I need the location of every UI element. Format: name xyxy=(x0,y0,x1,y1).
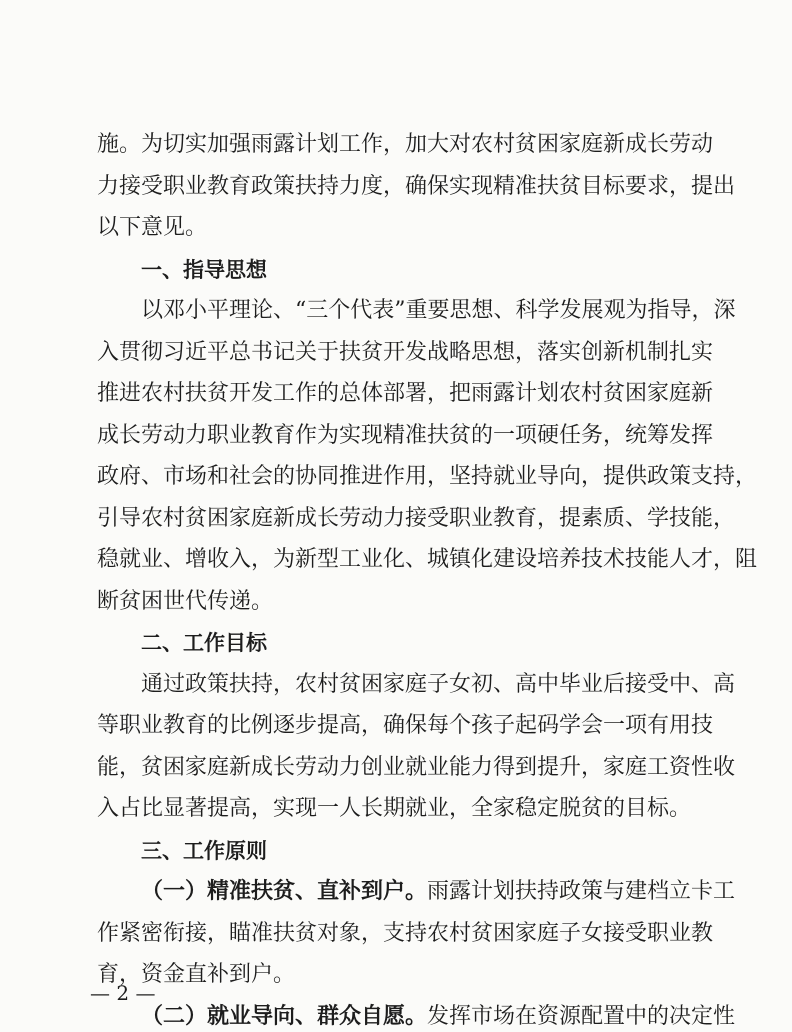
text-line: 政府、市场和社会的协同推进作用，坚持就业导向，提供政策支持， xyxy=(97,464,758,489)
text-line: 以下意见。 xyxy=(97,215,208,240)
principle-text: 发挥市场在资源配置中的决定性 xyxy=(427,1004,736,1029)
principle-line xyxy=(141,1002,736,1032)
text-line: 引导农村贫困家庭新成长劳动力接受职业教育，提素质、学技能， xyxy=(97,506,736,531)
section-heading: 二、工作目标 xyxy=(141,631,267,655)
text-line: 稳就业、增收入，为新型工业化、城镇化建设培养技术技能人才，阻 xyxy=(97,547,758,572)
text-line: 等职业教育的比例逐步提高，确保每个孩子起码学会一项有用技 xyxy=(97,713,714,738)
principle-line xyxy=(141,877,736,907)
section-heading: 三、工作原则 xyxy=(141,839,267,863)
text-line: 育，资金直补到户。 xyxy=(97,962,296,987)
text-line: 断贫困世代传递。 xyxy=(97,589,274,614)
text-line: 施。为切实加强雨露计划工作，加大对农村贫困家庭新成长劳动 xyxy=(97,132,714,157)
text-line: 力接受职业教育政策扶持力度，确保实现精准扶贫目标要求，提出 xyxy=(97,174,736,199)
principle-text: 雨露计划扶持政策与建档立卡工 xyxy=(427,879,736,904)
principle-title: （一）精准扶贫、直补到户。 xyxy=(141,879,428,904)
principle-title: （二）就业导向、群众自愿。 xyxy=(141,1004,428,1029)
text-line: 能，贫困家庭新成长劳动力创业就业能力得到提升，家庭工资性收 xyxy=(97,755,736,780)
text-line: 通过政策扶持，农村贫困家庭子女初、高中毕业后接受中、高 xyxy=(141,672,736,697)
text-line: 入占比显著提高，实现一人长期就业，全家稳定脱贫的目标。 xyxy=(97,796,692,821)
page-number: — 2 — xyxy=(90,981,156,1005)
text-line: 推进农村扶贫开发工作的总体部署，把雨露计划农村贫困家庭新 xyxy=(97,381,714,406)
text-line: 作紧密衔接，瞄准扶贫对象，支持农村贫困家庭子女接受职业教 xyxy=(97,921,714,946)
text-line: 入贯彻习近平总书记关于扶贫开发战略思想，落实创新机制扎实 xyxy=(97,340,714,365)
section-heading: 一、指导思想 xyxy=(141,258,267,282)
text-line: 以邓小平理论、“三个代表”重要思想、科学发展观为指导，深 xyxy=(141,298,736,323)
text-line: 成长劳动力职业教育作为实现精准扶贫的一项硬任务，统筹发挥 xyxy=(97,423,714,448)
